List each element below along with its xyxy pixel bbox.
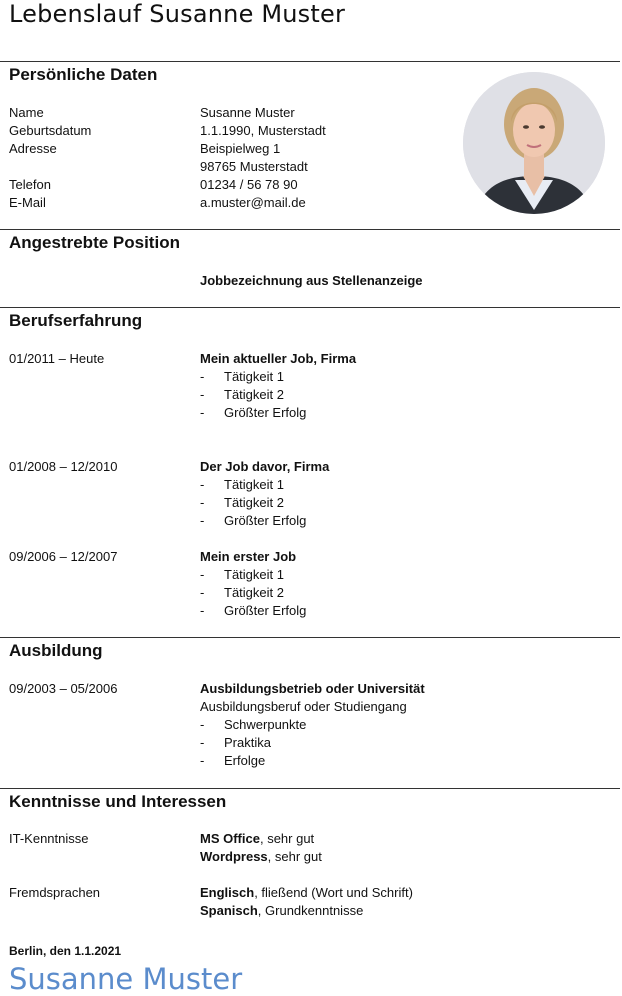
skill-level: , sehr gut bbox=[267, 849, 322, 864]
job-period: 01/2011 – Heute bbox=[9, 351, 105, 366]
education-period: 09/2003 – 05/2006 bbox=[9, 681, 118, 696]
list-dash: - bbox=[200, 567, 205, 582]
language-name: Englisch bbox=[200, 885, 255, 900]
job-task: Tätigkeit 1 bbox=[224, 477, 284, 492]
language-level: , Grundkenntnisse bbox=[257, 903, 364, 918]
language-name: Spanisch bbox=[200, 903, 258, 918]
name-label: Name bbox=[9, 105, 44, 120]
name-value: Susanne Muster bbox=[200, 105, 295, 120]
education-institution: Ausbildungsbetrieb oder Universität bbox=[200, 681, 425, 696]
list-dash: - bbox=[200, 717, 205, 732]
list-dash: - bbox=[200, 513, 205, 528]
job-title: Mein erster Job bbox=[200, 549, 297, 564]
phone-value: 01234 / 56 78 90 bbox=[200, 177, 298, 192]
list-dash: - bbox=[200, 387, 205, 402]
birth-value: 1.1.1990, Musterstadt bbox=[200, 123, 326, 138]
signature: Susanne Muster bbox=[9, 962, 243, 996]
job-task: Größter Erfolg bbox=[224, 513, 307, 528]
job-task: Größter Erfolg bbox=[224, 603, 307, 618]
address-line1: Beispielweg 1 bbox=[200, 141, 281, 156]
portrait-image bbox=[463, 72, 605, 214]
list-dash: - bbox=[200, 369, 205, 384]
job-task: Größter Erfolg bbox=[224, 405, 307, 420]
language-entry bbox=[200, 902, 363, 920]
job-period: 09/2006 – 12/2007 bbox=[9, 549, 118, 564]
section-divider bbox=[0, 637, 620, 638]
section-title-position: Angestrebte Position bbox=[9, 233, 180, 252]
job-task: Tätigkeit 2 bbox=[224, 495, 284, 510]
skill-name: Wordpress bbox=[200, 849, 268, 864]
job-task: Tätigkeit 2 bbox=[224, 585, 284, 600]
place-date: Berlin, den 1.1.2021 bbox=[9, 944, 122, 958]
section-divider bbox=[0, 788, 620, 789]
education-item: Schwerpunkte bbox=[224, 717, 307, 732]
languages-label: Fremdsprachen bbox=[9, 885, 101, 900]
section-divider bbox=[0, 307, 620, 308]
list-dash: - bbox=[200, 477, 205, 492]
list-dash: - bbox=[200, 585, 205, 600]
address-line2: 98765 Musterstadt bbox=[200, 159, 308, 174]
list-dash: - bbox=[200, 753, 205, 768]
address-label: Adresse bbox=[9, 141, 57, 156]
profile-photo bbox=[463, 72, 605, 214]
education-item: Praktika bbox=[224, 735, 271, 750]
section-divider bbox=[0, 61, 620, 62]
list-dash: - bbox=[200, 405, 205, 420]
it-skills-label: IT-Kenntnisse bbox=[9, 831, 89, 846]
section-divider bbox=[0, 229, 620, 230]
list-dash: - bbox=[200, 603, 205, 618]
email-value: a.muster@mail.de bbox=[200, 195, 306, 210]
phone-label: Telefon bbox=[9, 177, 51, 192]
job-task: Tätigkeit 1 bbox=[224, 369, 284, 384]
job-task: Tätigkeit 2 bbox=[224, 387, 284, 402]
skill-level: , sehr gut bbox=[259, 831, 315, 846]
list-dash: - bbox=[200, 735, 205, 750]
list-dash: - bbox=[200, 495, 205, 510]
education-item: Erfolge bbox=[224, 753, 266, 768]
it-skill-entry bbox=[200, 848, 322, 866]
section-title-personal: Persönliche Daten bbox=[9, 65, 158, 84]
section-title-education: Ausbildung bbox=[9, 641, 103, 660]
job-title: Der Job davor, Firma bbox=[200, 459, 330, 474]
job-period: 01/2008 – 12/2010 bbox=[9, 459, 118, 474]
page-title: Lebenslauf Susanne Muster bbox=[9, 0, 346, 28]
section-title-experience: Berufserfahrung bbox=[9, 311, 143, 330]
birth-label: Geburtsdatum bbox=[9, 123, 92, 138]
education-degree: Ausbildungsberuf oder Studiengang bbox=[200, 699, 407, 714]
position-value: Jobbezeichnung aus Stellenanzeige bbox=[200, 273, 423, 288]
section-title-skills: Kenntnisse und Interessen bbox=[9, 792, 227, 811]
skill-name: MS Office bbox=[200, 831, 260, 846]
job-title: Mein aktueller Job, Firma bbox=[200, 351, 357, 366]
it-skill-entry bbox=[200, 830, 314, 848]
language-level: , fließend (Wort und Schrift) bbox=[254, 885, 413, 900]
language-entry bbox=[200, 884, 413, 902]
job-task: Tätigkeit 1 bbox=[224, 567, 284, 582]
email-label: E-Mail bbox=[9, 195, 46, 210]
